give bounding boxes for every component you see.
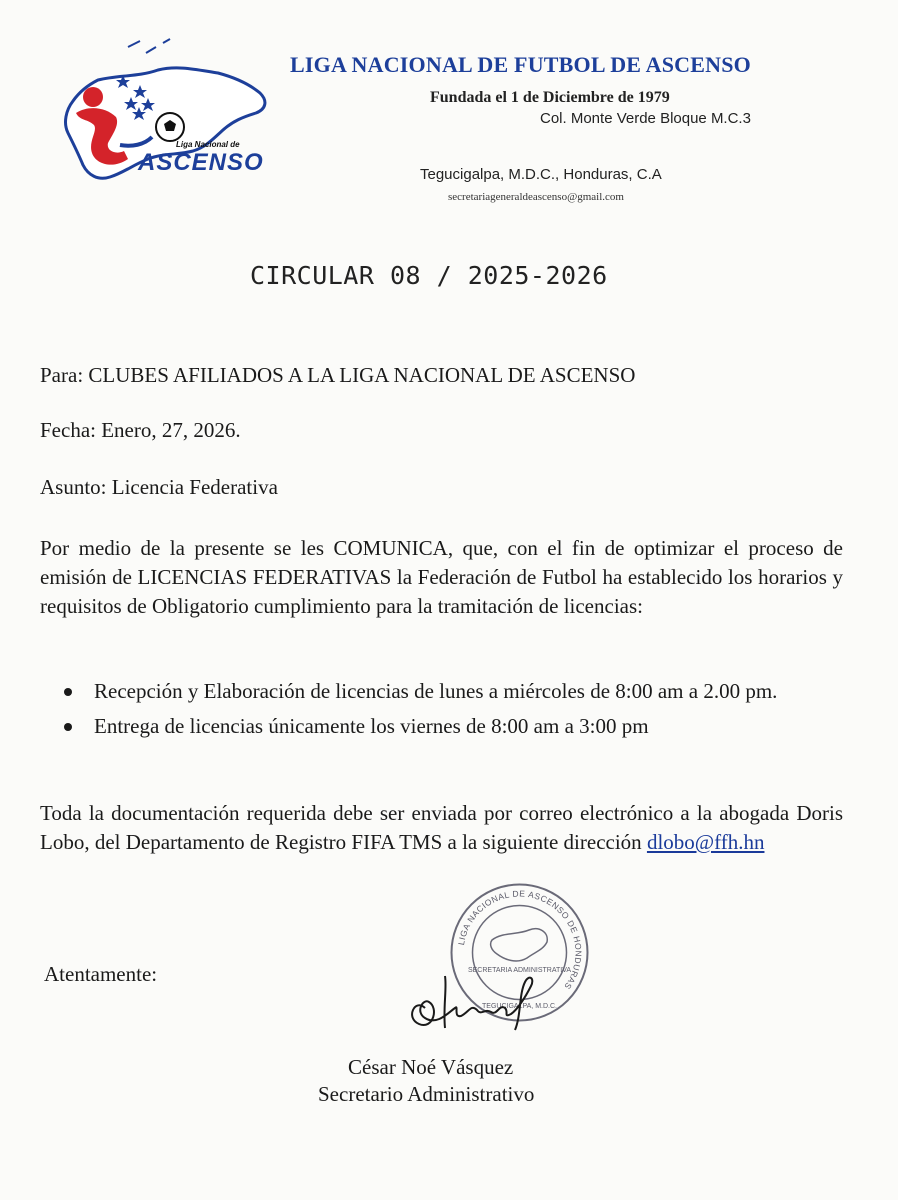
logo-text-main: ASCENSO [138,149,264,176]
para-line: Para: CLUBES AFILIADOS A LA LIGA NACIONAL DE ASCENSO [40,363,636,387]
documentation-text: Toda la documentación requerida debe ser enviada por correo electrónico a la abogada Doris Lobo, del Departamento de Registro FIFA TMS a la siguiente dirección [40,801,843,854]
requirements-list [40,677,850,747]
email-link[interactable]: dlobo@ffh.hn [646,830,765,854]
founded-date: Fundada el 1 de Diciembre de 1979 [430,89,670,106]
asunto-line: Asunto: Licencia Federativa [40,475,278,499]
closing: Atentamente: [44,962,158,986]
list-item [40,677,850,706]
header-email: secretariageneraldeascenso@gmail.com [448,191,624,203]
logo-text-top: Liga Nacional de [176,140,240,149]
signer-name: César Noé Vásquez [348,1055,514,1079]
fecha-line: Fecha: Enero, 27, 2026. [40,418,241,442]
organization-name: LIGA NACIONAL DE FUTBOL DE ASCENSO [290,52,751,77]
bullet-icon [64,723,72,731]
circular-title: CIRCULAR 08 / 2025-2026 [250,261,608,290]
liga-ascenso-logo [28,35,283,195]
list-item [40,712,850,741]
bullet-text: Recepción y Elaboración de licencias de lunes a miércoles de 8:00 am a 2.00 pm. [94,679,778,703]
seal-inner-text: SECRETARIA ADMINISTRATIVA [467,967,572,974]
bullet-text: Entrega de licencias únicamente los viernes de 8:00 am a 3:00 pm [94,714,649,738]
address: Col. Monte Verde Bloque M.C.3 [540,110,751,127]
seal-bottom-text: TEGUCIGALPA, M.D.C. [482,1003,557,1010]
bullet-icon [64,688,72,696]
documentation-paragraph [40,799,843,857]
intro-paragraph: Por medio de la presente se les COMUNICA, que, con el fin de optimizar el proceso de emisión de LICENCIAS FEDERATIVAS la Federación de Futbol ha establecido los horarios y requisitos de Obligatorio cumplimiento para la tramitación de licencias: [40,536,843,618]
handwritten-signature [385,968,560,1048]
city-line: Tegucigalpa, M.D.C., Honduras, C.A [420,166,662,183]
signer-title: Secretario Administrativo [318,1082,535,1106]
seal-outer-text: LIGA NACIONAL DE ASCENSO DE HONDURAS [455,888,584,992]
